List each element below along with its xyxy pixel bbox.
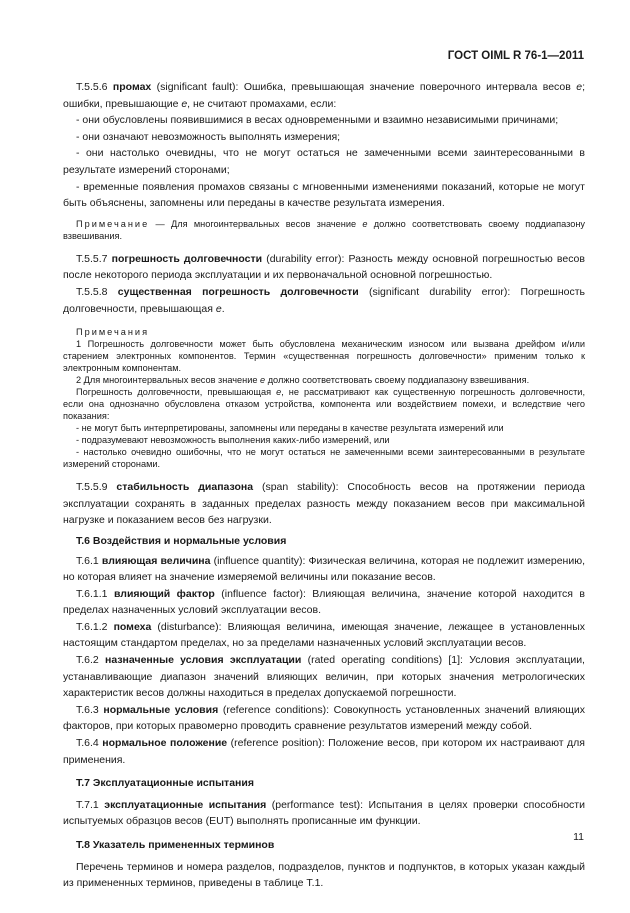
list-item: - они обусловлены появившимися в весах одновременными и взаимно независимыми причинами; — [76, 114, 559, 127]
paragraph-t612: Т.6.1.2 помеха (disturbance): Влияющая величина, имеющая значение, лежащее в установленных настоящим стандартом пределах, но за пределами назначенных условий эксплуатации весов. — [63, 620, 585, 650]
list-item: - они настолько очевидны, что не могут остаться не замеченными всеми заинтересованными в результате измерений сторонами; — [63, 147, 585, 176]
paragraph-t63: Т.6.3 нормальные условия (reference conditions): Совокупность установленных значений влияющих факторов, при которых правомерно проводить сравнение результатов измерений между собой. — [63, 703, 586, 733]
paragraph-t557: Т.5.5.7 погрешность долговечности (durability error): Разность между основной погрешностью весов после некоторого периода эксплуатации и их первоначальной основной погрешностью. — [63, 252, 585, 282]
list-item: - они означают невозможность выполнять измерения; — [76, 130, 341, 143]
note-item: - настолько очевидно ошибочны, что не могут остаться не замеченными всеми заинтересованными в результате измерений сторонами. — [63, 447, 585, 470]
page-number: 11 — [573, 831, 584, 843]
paragraph-t558: Т.5.5.8 существенная погрешность долговечности (significant durability error): Погрешность долговечности, превышающая е. — [63, 285, 585, 315]
paragraph-t71: Т.7.1 эксплуатационные испытания (performance test): Испытания в целях проверки способности испытуемых образцов весов (EUT) выполнять прописанные им функции. — [63, 798, 585, 828]
note-item: 1 Погрешность долговечности может быть обусловлена механическим износом или вызвана дрейфом и/или старением электронных компонентов. Термин «существенная погрешность долговечности» применим только к электронным компонентам. — [63, 339, 585, 374]
paragraph-t559: Т.5.5.9 стабильность диапазона (span stability): Способность весов на протяжении периода эксплуатации сохранять в заданных пределах разность между показанием весов при максимальной нагрузке и показанием весов без нагрузки. — [63, 481, 585, 527]
paragraph-t62: Т.6.2 назначенные условия эксплуатации (rated operating conditions) [1]: Условия эксплуатации, устанавливающие диапазон значений влияющих величин, при которых значения метрологических характеристик весов должны находиться в пределах допускаемой погрешности. — [63, 654, 585, 700]
note-item: 2 Для многоинтервальных весов значение е должно соответствовать своему поддиапазону взвешивания. — [76, 375, 530, 386]
page-content — [63, 79, 585, 892]
paragraph-t61: Т.6.1 влияющая величина (influence quantity): Физическая величина, которая не подлежит измерению, но которая влияет на значение измеряемой величины или показание весов. — [63, 554, 585, 584]
paragraph-t8: Перечень терминов и номера разделов, подразделов, пунктов и подпунктов, в которых указан каждый из примененных терминов, приведены в таблице Т.1. — [63, 860, 585, 890]
note-556: Примечание — Для многоинтервальных весов значение е должно соответствовать своему поддиапазону взвешивания. — [63, 218, 585, 241]
section-heading-t8: Т.8 Указатель примененных терминов — [76, 839, 275, 851]
notes-label: Примечания — [76, 327, 150, 338]
note-item: Погрешность долговечности, превышающая е, не рассматривают как существенную погрешность долговечности, если она однозначно обусловлена отказом устройства, компонента или воздействием помехи, и вследствие чего показания: — [63, 387, 585, 422]
section-heading-t7: Т.7 Эксплуатационные испытания — [76, 777, 254, 790]
section-heading-t6: Т.6 Воздействия и нормальные условия — [76, 534, 287, 547]
note-item: - не могут быть интерпретированы, запомнены или переданы в качестве результата измерений или — [76, 423, 504, 434]
term: промах — [112, 81, 152, 93]
document-code: ГОСТ OIML R 76-1—2011 — [447, 50, 584, 62]
paragraph-t556: Т.5.5.6 промах (significant fault): Ошибка, превышающая значение поверочного интервала весов е; ошибки, превышающие е, не считают промахами, если: — [63, 81, 585, 110]
paragraph-t611: Т.6.1.1 влияющий фактор (influence factor): Влияющая величина, значение которой находится в пределах назначенных условий эксплуатации весов. — [63, 587, 585, 617]
list-item: - временные появления промахов связаны с мгновенными изменениями показаний, которые не могут быть объяснены, запомнены или переданы в качестве результата измерения. — [63, 180, 585, 210]
note-item: - подразумевают невозможность выполнения каких-либо измерений, или — [76, 435, 390, 446]
paragraph-t64: Т.6.4 нормальное положение (reference position): Положение весов, при котором их настраивают для применения. — [63, 737, 585, 766]
